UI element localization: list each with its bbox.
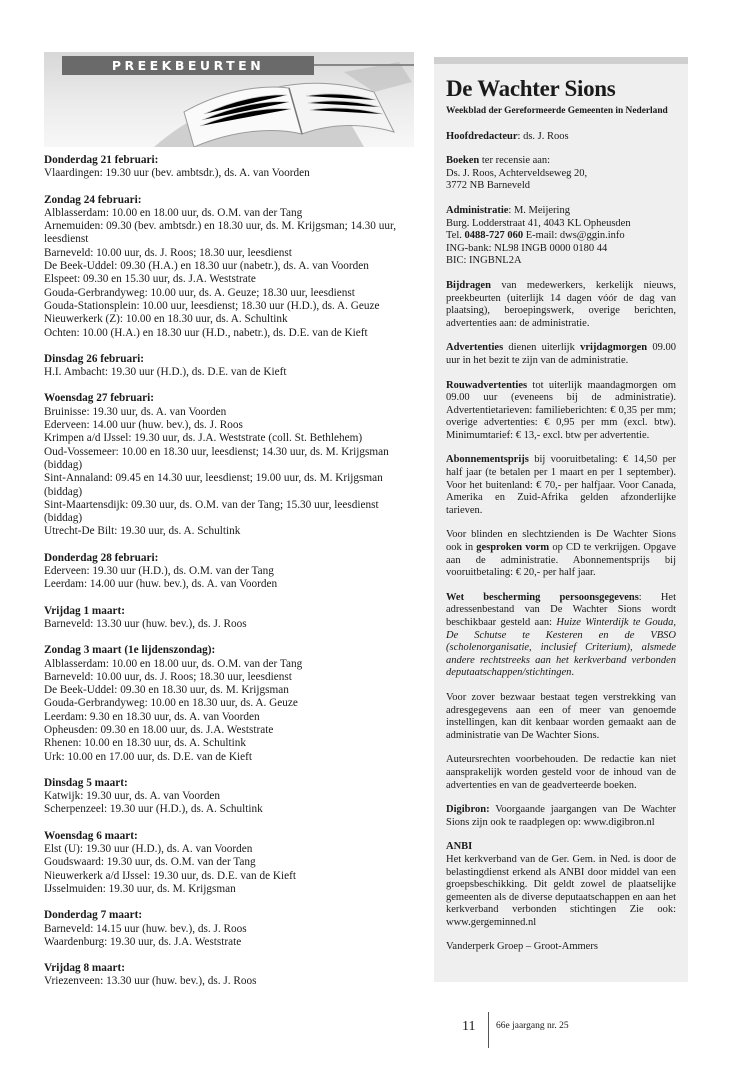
schedule-day [44, 777, 416, 817]
books-block [446, 155, 676, 193]
ads-deadline: vrijdagmorgen [580, 342, 648, 354]
schedule-day [44, 605, 416, 632]
schedule-entry: Gouda-Gerbrandyweg: 10.00 uur, ds. A. Geuze; 18.30 uur, leesdienst [44, 286, 355, 299]
contrib-label: Bijdragen [446, 279, 491, 291]
schedule-entry: Alblasserdam: 10.00 en 18.00 uur, ds. O.M. van der Tang [44, 206, 303, 219]
schedule-day-heading: Dinsdag 26 februari: [44, 352, 145, 365]
schedule-day [44, 552, 416, 592]
schedule-entry: De Beek-Uddel: 09.30 (H.A.) en 18.30 uur (nabetr.), ds. A. van Voorden [44, 260, 369, 273]
admin-tel-prefix: Tel. [446, 230, 465, 242]
schedule-entry: Krimpen a/d IJssel: 19.30 uur, ds. J.A. Weststrate (coll. St. Bethlehem) [44, 432, 363, 445]
schedule-entry: Waardenburg: 19.30 uur, ds. J.A. Weststrate [44, 935, 242, 948]
advertisements-block [446, 342, 676, 367]
banner-rule [314, 64, 414, 66]
schedule-entry: Vriezenveen: 13.30 uur (huw. bev.), ds. J. Roos [44, 975, 257, 988]
anbi-block [446, 841, 676, 929]
subscription-block [446, 454, 676, 517]
schedule-day [44, 392, 416, 538]
editor-block [446, 131, 676, 144]
schedule-entry: Sint-Maartensdijk: 09.30 uur, ds. O.M. van der Tang; 15.30 uur, leesdienst (biddag) [44, 498, 379, 525]
admin-email: E-mail: dws@ggin.info [523, 230, 625, 242]
schedule-entry: Opheusden: 09.30 en 18.00 uur, ds. J.A. Weststrate [44, 723, 274, 736]
ads-text-2: 09.00 uur in het bezit te zijn van de administratie. [446, 342, 677, 366]
copyright-block: Auteursrechten voorbehouden. De redactie kan niet aansprakelijk worden gesteld voor de inhoud van de advertenties en van de geadverteerde boeken. [446, 754, 676, 791]
schedule-day-heading: Donderdag 28 februari: [44, 551, 159, 564]
books-address-line1: Ds. J. Roos, Achterveldseweg 20, [446, 167, 588, 179]
schedule-entry: Bruinisse: 19.30 uur, ds. A. van Voorden [44, 405, 227, 418]
schedule-entry: Oud-Vossemeer: 10.00 en 18.30 uur, leesdienst; 14.30 uur, ds. M. Krijgsman (biddag) [44, 445, 389, 471]
schedule-entry: Barneveld: 13.30 uur (huw. bev.), ds. J. Roos [44, 617, 247, 630]
ads-text-1: dienen uiterlijk [503, 342, 581, 354]
schedule-day-heading: Vrijdag 1 maart: [44, 604, 126, 617]
digibron-block [446, 804, 676, 829]
schedule-day-heading: Woensdag 6 maart: [44, 829, 138, 842]
privacy-text: : Het adressenbestand van De Wachter Sions wordt beschikbaar gesteld aan: [446, 591, 676, 628]
schedule-entry: Leerdam: 9.30 en 18.30 uur, ds. A. van Voorden [44, 710, 260, 723]
books-address-line2: 3772 NB Barneveld [446, 180, 530, 192]
schedule-entry: Utrecht-De Bilt: 19.30 uur, ds. A. Schultink [44, 525, 241, 538]
books-text: ter recensie aan: [479, 155, 551, 167]
schedule-entry: Scherpenzeel: 19.30 uur (H.D.), ds. A. Schultink [44, 803, 263, 816]
admin-name: : M. Meijering [508, 204, 570, 216]
schedule-day-heading: Woensdag 27 februari: [44, 392, 155, 405]
footer-divider [488, 1012, 489, 1048]
blind-text-2: op CD te verkrijgen. Opgave aan de administratie. Abonnementsprijs bij vooruitbetaling: € 20,- per half jaar. [446, 542, 676, 579]
schedule-day-heading: Donderdag 21 februari: [44, 154, 159, 166]
schedule-day-heading: Vrijdag 8 maart: [44, 962, 126, 975]
digibron-label: Digibron: [446, 804, 490, 816]
magazine-title: De Wachter Sions [446, 76, 616, 101]
schedule-entry: Nieuwerkerk (Z): 10.00 en 18.30 uur, ds. A. Schultink [44, 313, 288, 326]
schedule-entry: Barneveld: 14.15 uur (huw. bev.), ds. J. Roos [44, 922, 247, 935]
admin-label: Administratie [446, 204, 509, 216]
printer-line: Vanderperk Groep – Groot-Ammers [446, 941, 598, 953]
subs-text: bij vooruitbetaling: € 14,50 per half jaar (te betalen per 1 maart en per 1 september). Voor het buitenland: € 70,- per halfjaar. Voor Canada, Amerika en Zuid-Afrika gelden afzonderlijke tarieven. [446, 454, 676, 516]
digibron-text: Voorgaande jaargangen van De Wachter Sions zijn ook te raadplegen op: www.digibron.nl [446, 804, 676, 828]
death-label: Rouwadvertenties [446, 379, 528, 391]
schedule-entry: Barneveld: 10.00 uur, ds. J. Roos; 18.30 uur, leesdienst [44, 670, 292, 683]
schedule-entry: Sint-Annaland: 09.45 en 14.30 uur, leesdienst; 19.00 uur, ds. M. Krijgsman (biddag) [44, 472, 383, 498]
blind-bold: gesproken vorm [476, 542, 550, 554]
ads-label: Advertenties [446, 342, 504, 354]
preaching-schedule [44, 154, 416, 1002]
schedule-entry: Gouda-Gerbrandyweg: 10.00 en 18.30 uur, ds. A. Geuze [44, 697, 298, 710]
blind-text-1: Voor blinden en slechtzienden is De Wachter Sions ook in [446, 529, 676, 554]
schedule-entry: Arnemuiden: 09.30 (bev. ambtsdr.) en 18.30 uur, ds. M. Krijgsman; 14.30 uur, leesdienst [44, 220, 397, 246]
admin-iban: ING-bank: NL98 INGB 0000 0180 44 [446, 242, 608, 254]
schedule-entry: Urk: 10.00 en 17.00 uur, ds. D.E. van de Kieft [44, 750, 252, 763]
schedule-entry: Ochten: 10.00 (H.A.) en 18.30 uur (H.D., nabetr.), ds. D.E. van de Kieft [44, 326, 368, 339]
schedule-entry: Goudswaard: 19.30 uur, ds. O.M. van der Tang [44, 856, 256, 869]
schedule-entry: Vlaardingen: 19.30 uur (bev. ambtsdr.), ds. A. van Voorden [44, 167, 310, 180]
schedule-day-heading: Zondag 24 februari: [44, 193, 142, 206]
page-number: 11 [462, 1019, 476, 1034]
schedule-entry: Ederveen: 14.00 uur (huw. bev.), ds. J. Roos [44, 419, 243, 432]
editor-name: : ds. J. Roos [517, 130, 569, 142]
admin-address: Burg. Lodderstraat 41, 4043 KL Opheusden [446, 217, 631, 229]
schedule-day-heading: Dinsdag 5 maart: [44, 776, 128, 789]
schedule-day [44, 194, 416, 340]
schedule-entry: Alblasserdam: 10.00 en 18.00 uur, ds. O.M. van der Tang [44, 657, 303, 670]
schedule-entry: Rhenen: 10.00 en 18.30 uur, ds. A. Schultink [44, 737, 247, 750]
schedule-entry: H.I. Ambacht: 19.30 uur (H.D.), ds. D.E. van de Kieft [44, 366, 287, 379]
anbi-label: ANBI [446, 841, 473, 853]
schedule-day-heading: Donderdag 7 maart: [44, 909, 143, 922]
schedule-day [44, 909, 416, 949]
schedule-day [44, 830, 416, 896]
anbi-text: Het kerkverband van de Ger. Gem. in Ned. is door de belastingdienst erkend als ANBI door middel van een groepsbeschikking. Dit geldt zowel de plaatselijke gemeenten als de diverse deputaatschappen en aan het kerkverband verbonden stichtingen Zie ook: www.gergeminned.nl [446, 853, 676, 928]
schedule-entry: Elst (U): 19.30 uur (H.D.), ds. A. van Voorden [44, 843, 253, 856]
schedule-entry: Nieuwerkerk a/d IJssel: 19.30 uur, ds. D.E. van de Kieft [44, 869, 296, 882]
books-label: Boeken [446, 155, 480, 167]
schedule-day [44, 353, 416, 380]
subs-label: Abonnementsprijs [446, 454, 529, 466]
death-notices-block [446, 380, 676, 443]
administration-block [446, 205, 676, 268]
admin-phone: 0488-727 060 [464, 230, 524, 242]
schedule-entry: De Beek-Uddel: 09.30 en 18.30 uur, ds. M. Krijgsman [44, 684, 289, 697]
schedule-day-heading: Zondag 3 maart (1e lijdenszondag): [44, 644, 216, 657]
volume-issue: 66e jaargang nr. 25 [496, 1021, 569, 1031]
death-text: tot uiterlijk maandagmorgen om 09.00 uur (eveneens bij de administratie). Advertentietarieven: familieberichten: € 0,35 per mm; overige advertenties: € 0,95 per mm (excl. btw). Minimumtarief: € 13,- excl. btw per advertentie. [446, 379, 676, 441]
schedule-entry: IJsselmuiden: 19.30 uur, ds. M. Krijgsman [44, 882, 236, 895]
colophon-panel [434, 57, 688, 982]
schedule-entry: Katwijk: 19.30 uur, ds. A. van Voorden [44, 790, 221, 803]
schedule-entry: Leerdam: 14.00 uur (huw. bev.), ds. A. van Voorden [44, 578, 278, 591]
admin-bic: BIC: INGBNL2A [446, 255, 522, 267]
objection-block: Voor zover bezwaar bestaat tegen verstrekking van adresgegevens aan een of meer van genoemde instellingen, kan dit kenbaar worden gemaakt aan de administratie van De Wachter Sions. [446, 691, 676, 741]
privacy-label: Wet bescherming persoonsgegevens [446, 591, 639, 603]
privacy-end: . [571, 667, 575, 679]
schedule-day [44, 962, 416, 989]
schedule-entry: Ederveen: 19.30 uur (H.D.), ds. O.M. van der Tang [44, 565, 274, 578]
contributions-block [446, 280, 676, 330]
schedule-entry: Barneveld: 10.00 uur, ds. J. Roos; 18.30 uur, leesdienst [44, 246, 292, 259]
privacy-institutions: Huize Winterdijk te Gouda, De Schutse te Kesteren en de VBSO (scholenorganisatie, inclusief Criterium), alsmede andere rechtstreeks aan het kerkverband verbonden deputaatschappen/stichtingen [446, 617, 677, 679]
privacy-block [446, 592, 676, 680]
schedule-day [44, 644, 416, 764]
schedule-entry: Elspeet: 09.30 en 15.30 uur, ds. J.A. Weststrate [44, 273, 256, 286]
audio-edition-block [446, 529, 676, 579]
schedule-day [44, 154, 416, 181]
contrib-text: van medewerkers, kerkelijk nieuws, preekbeurten (uiterlijk 14 dagen vóór de dag van plaatsing), beroepingswerk, overige berichten, advertenties aan: de administratie. [446, 279, 676, 329]
editor-label: Hoofdredacteur [446, 130, 518, 142]
header-banner [44, 52, 414, 147]
magazine-subtitle: Weekblad der Gereformeerde Gemeenten in Nederland [446, 106, 668, 116]
schedule-entry: Gouda-Stationsplein: 10.00 uur, leesdienst; 18.30 uur (H.D.), ds. A. Geuze [44, 299, 380, 312]
section-title: PREEKBEURTEN [62, 56, 314, 75]
